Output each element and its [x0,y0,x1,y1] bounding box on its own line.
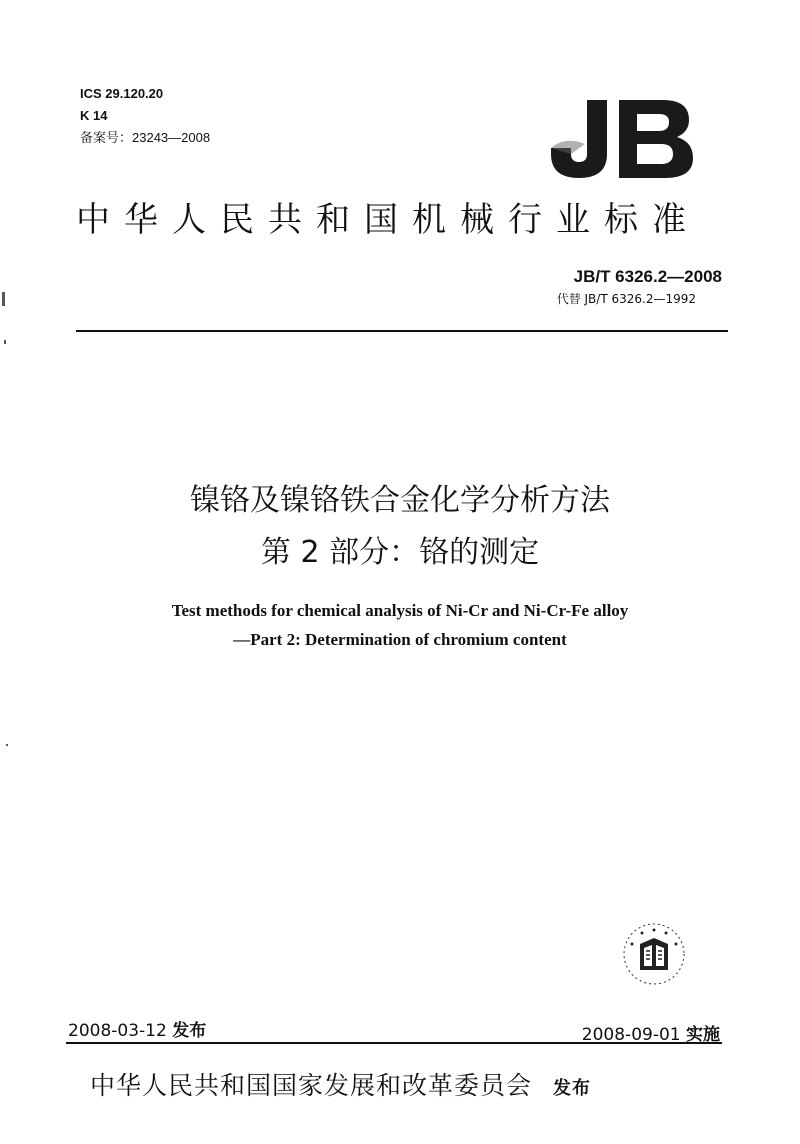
title-en-line1: Test methods for chemical analysis of Ni-Cr and Ni-Cr-Fe alloy [171,601,629,620]
title-cn-line2: 第 2 部分：铬的测定 [260,535,540,570]
standard-number: JB/T 6326.2—2008 [573,267,722,286]
issue-date [68,1016,206,1041]
org-title: 中华人民共和国机械行业标准 [76,200,700,240]
scan-edge-mark [2,292,5,306]
replaces-standard: 代替 JB/T 6326.2—1992 [556,292,696,306]
scan-edge-mark [4,340,6,344]
effective-date-value: 2008-09-01 [581,1025,681,1045]
issue-date-label: 发布 [172,1021,207,1041]
publisher [90,1066,591,1102]
filing-number: 备案号：23243—2008 [80,130,211,145]
ics-code: ICS 29.120.20 [80,86,164,101]
header-divider [76,330,728,332]
publisher-label: 发布 [552,1078,591,1099]
footer-divider [66,1042,722,1044]
issue-date-value: 2008-03-12 [68,1021,167,1041]
publisher-seal-icon [618,918,690,990]
effective-date-label: 实施 [686,1025,720,1045]
title-en-line2: —Part 2: Determination of chromium content [233,630,567,649]
publisher-name: 中华人民共和国国家发展和改革委员会 [90,1071,533,1100]
scan-edge-mark [6,744,8,746]
jb-logo [545,96,695,182]
title-cn-line1: 镍铬及镍铬铁合金化学分析方法 [190,483,610,518]
classification-code: K 14 [80,108,108,123]
